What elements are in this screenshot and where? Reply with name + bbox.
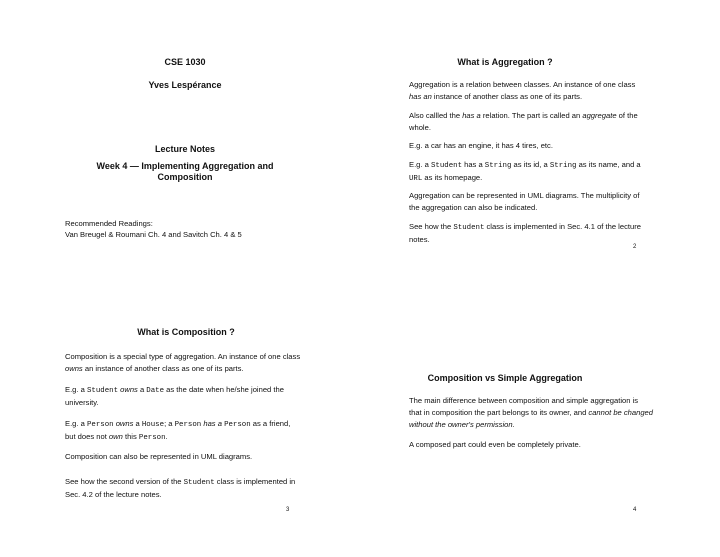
text: ; a (164, 419, 175, 428)
emphasis: cannot be changed (588, 408, 654, 417)
paragraph-composition-definition (65, 351, 335, 375)
emphasis: without the owner's permission. (409, 420, 515, 429)
text: E.g. a (65, 385, 87, 394)
slide-title: Composition vs Simple Aggregation (427, 373, 583, 383)
text-line: university. (65, 398, 99, 407)
code: Person (174, 421, 202, 429)
code: Person (86, 421, 114, 429)
text: a (133, 419, 142, 428)
text-line (65, 476, 335, 489)
paragraph-student-example (409, 159, 669, 185)
code: Person (224, 421, 251, 429)
paragraph-uml (409, 190, 669, 214)
text: See how the second version of the (65, 477, 184, 486)
paragraph-see-how (409, 221, 669, 246)
slide-2 (360, 0, 720, 278)
text: Also callled the (409, 111, 463, 120)
text: as its id, a (511, 160, 550, 169)
text: class is implemented in Sec. 4.1 of the lecture (484, 222, 641, 231)
slide-title: What is Composition ? (137, 327, 235, 337)
slide-4 (360, 279, 720, 557)
text-line: the aggregation can also be indicated. (409, 203, 538, 212)
text-line: whole. (409, 123, 431, 132)
emphasis: aggregate (582, 111, 617, 120)
text-line (409, 91, 669, 103)
code: Date (146, 387, 165, 395)
page-number: 4 (633, 507, 637, 513)
emphasis: owns (65, 364, 83, 373)
slide-3 (0, 279, 360, 557)
paragraph-private-part: A composed part could even be completely private. (409, 440, 581, 449)
paragraph-aggregation-definition (409, 79, 669, 103)
week-title-line-2: Composition (157, 172, 213, 182)
text: E.g. a (409, 160, 431, 169)
text-line (65, 384, 335, 397)
code: URL (409, 175, 423, 183)
readings-label: Recommended Readings: (65, 219, 153, 228)
text: of the (616, 111, 638, 120)
code: String (549, 162, 577, 170)
text-line (65, 418, 335, 431)
paragraph-student-date (65, 384, 335, 409)
text: has a (462, 160, 485, 169)
text-line (409, 419, 671, 431)
text: See how the (409, 222, 454, 231)
author-name: Yves Lespérance (148, 80, 222, 90)
text-line (409, 172, 669, 185)
text: relation. The part is called an (480, 111, 583, 120)
paragraph-uml: Composition can also be represented in UML diagrams. (65, 452, 253, 461)
text: class is implemented in (214, 477, 296, 486)
week-title-line-1: Week 4 — Implementing Aggregation and (96, 161, 274, 171)
code: String (484, 162, 512, 170)
emphasis: owns (113, 419, 134, 428)
paragraph-see-how (65, 476, 335, 501)
text-line: Composition is a special type of aggregation. An instance of one class (65, 352, 301, 361)
text: as its name, and a (576, 160, 641, 169)
text-line (409, 110, 669, 122)
text-line: Aggregation can be represented in UML diagrams. The multiplicity of (409, 191, 640, 200)
emphasis: owns (118, 385, 138, 394)
paragraph-has-a (409, 110, 669, 134)
paragraph-difference (409, 395, 671, 431)
text-line: The main difference between composition and simple aggregation is (409, 396, 639, 405)
page-number: 2 (633, 244, 637, 250)
text: an instance of another class as one of its parts. (82, 364, 244, 373)
text-line: Aggregation is a relation between classes. An instance of one class (409, 80, 636, 89)
code: Student (183, 479, 215, 487)
text: this (122, 432, 139, 441)
paragraph-car-example: E.g. a car has an engine, it has 4 tires, etc. (409, 141, 553, 150)
emphasis: has an (409, 92, 432, 101)
slide-title: What is Aggregation ? (457, 57, 553, 67)
text: as a friend, (250, 419, 291, 428)
slide-1 (0, 0, 360, 278)
text-line (65, 431, 335, 444)
course-code: CSE 1030 (164, 57, 206, 67)
text: . (165, 432, 168, 441)
lecture-notes-heading: Lecture Notes (154, 144, 216, 154)
text-line (409, 221, 669, 234)
text-line: Sec. 4.2 of the lecture notes. (65, 490, 162, 499)
readings-text: Van Breugel & Roumani Ch. 4 and Savitch Ch. 4 & 5 (65, 230, 242, 239)
text: as the date when he/she joined the (164, 385, 284, 394)
page-number: 3 (286, 507, 290, 513)
paragraph-person-house (65, 418, 335, 444)
text: a (137, 385, 147, 394)
text-line (409, 159, 669, 172)
code: Person (138, 434, 166, 442)
text: that in composition the part belongs to its owner, and (409, 408, 589, 417)
text-line (65, 363, 335, 375)
text-line: notes. (409, 235, 430, 244)
code: Student (430, 162, 462, 170)
text-line (409, 407, 671, 419)
text: as its homepage. (422, 173, 483, 182)
code: Student (86, 387, 118, 395)
code: Student (453, 224, 485, 232)
emphasis: has a (201, 419, 222, 428)
text: but does not (65, 432, 109, 441)
text: instance of another class as one of its parts. (431, 92, 583, 101)
emphasis: has a (462, 111, 481, 120)
code: House (141, 421, 165, 429)
emphasis: own (108, 432, 123, 441)
text: E.g. a (65, 419, 87, 428)
